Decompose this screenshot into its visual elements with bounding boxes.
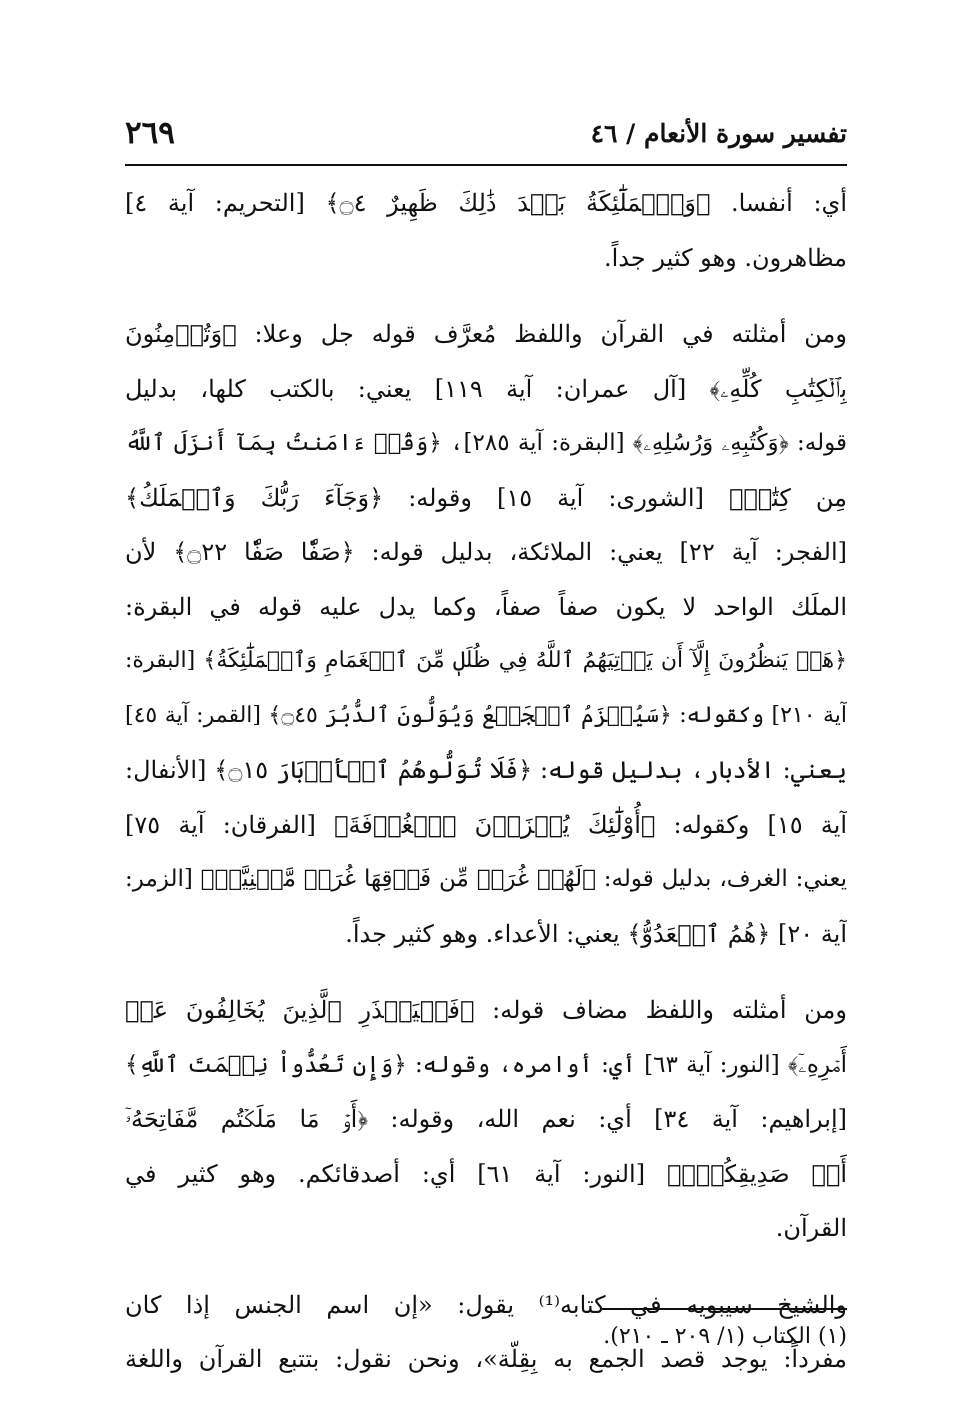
page-number: ٢٦٩ <box>125 115 175 151</box>
text-line: مِن كِتَٰبٖ﴾ [الشورى: آية ١٥] وقوله: ﴿وَجَآءَ رَبُّكَ وَٱلۡمَلَكُ﴾ <box>125 483 847 512</box>
running-title: تفسير سورة الأنعام / ٤٦ <box>590 118 847 148</box>
paragraph <box>125 307 847 961</box>
text-line: القرآن. <box>775 1214 847 1242</box>
footnote-rule <box>602 1308 847 1310</box>
text-line: ومن أمثلته في القرآن واللفظ مُعرَّف قوله جل وعلا: ﴿وَتُؤۡمِنُونَ <box>125 320 847 348</box>
paragraph <box>125 176 847 285</box>
text-line: مظاهرون. وهو كثير جداً. <box>603 243 847 272</box>
text-line: آية ١٥] وكقوله: ﴿أُوْلَٰٓئِكَ يُجۡزَوۡنَ ٱلۡغُرۡفَةَ﴾ [الفرقان: آية ٧٥] <box>125 810 847 839</box>
text-line: أَمۡرِهِۦٓ﴾ [النور: آية ٦٣] أي: أوامره، وقوله: ﴿وَإِن تَعُدُّواْ نِعۡمَتَ ٱللَّهِ﴾ <box>125 1051 847 1078</box>
text-line: الملَك الواحد لا يكون صفاً صفاً، وكما يدل عليه قوله في البقرة: <box>125 592 847 621</box>
footnote: (١) الكتاب (١/ ٢٠٩ ـ ٢١٠). <box>603 1324 847 1349</box>
text-line: [إبراهيم: آية ٣٤] أي: نعم الله، وقوله: ﴿أَوۡ مَا مَلَكۡتُم مَّفَاتِحَهُۥٓ <box>125 1105 847 1133</box>
text-line: أَوۡ صَدِيقِكُمۡۚ﴾ [النور: آية ٦١] أي: أصدقائكم. وهو كثير في <box>125 1159 847 1188</box>
paragraph <box>125 983 847 1256</box>
main-text <box>125 176 847 1387</box>
header-rule <box>125 164 847 166</box>
text-line: أي: أنفسا. ﴿وَٱلۡمَلَٰٓئِكَةُ بَعۡدَ ذَٰلِكَ ظَهِيرٌ ۝٤﴾ [التحريم: آية ٤] <box>125 189 847 217</box>
text-line: يعني: الغرف، بدليل قوله: ﴿لَهُمۡ غُرَفٞ مِّن فَوۡقِهَا غُرَفٞ مَّبۡنِيَّةٞ﴾ [الزمر: <box>125 866 847 892</box>
text-line: والشيخ سيبويه في كتابه⁽¹⁾ يقول: «إن اسم الجنس إذا كان <box>125 1290 847 1319</box>
text-line: آية ٢٠] ﴿هُمُ ٱلۡعَدُوُّ﴾ يعني: الأعداء. وهو كثير جداً. <box>345 919 847 948</box>
text-line: مفرداً: يوجد قصد الجمع به بِقِلّة»، ونحن نقول: بتتبع القرآن واللغة <box>125 1345 847 1373</box>
text-line: بِٱلۡكِتَٰبِ كُلِّهِۦ﴾ [آل عمران: آية ١١٩] يعني: بالكتب كلها، بدليل <box>125 374 847 403</box>
text-line: قوله: ﴿وَكُتُبِهِۦ وَرُسُلِهِۦ﴾ [البقرة: آية ٢٨٥]، ﴿وَقُلۡ ءَامَنتُ بِمَآ أَنزَلَ ٱللَّهُ <box>125 430 847 456</box>
running-header <box>125 108 847 158</box>
text-line: ومن أمثلته واللفظ مضاف قوله: ﴿فَلۡيَحۡذَرِ ٱلَّذِينَ يُخَالِفُونَ عَنۡ <box>125 996 847 1024</box>
text-line: ﴿هَلۡ يَنظُرُونَ إِلَّآ أَن يَأۡتِيَهُمُ ٱللَّهُ فِي ظُلَلٖ مِّنَ ٱلۡغَمَامِ وَٱلۡمَلَٰٓئِكَةُ﴾ [البقرة: <box>125 648 847 673</box>
text-line: يعني: الأدبار، بدليل قوله: ﴿فَلَا تُوَلُّوهُمُ ٱلۡأَدۡبَارَ ۝١٥﴾ [الأنفال: <box>125 756 847 784</box>
text-line: [الفجر: آية ٢٢] يعني: الملائكة، بدليل قوله: ﴿صَفّٗا صَفّٗا ۝٢٢﴾ لأن <box>125 538 847 566</box>
text-line: آية ٢١٠] وكقوله: ﴿سَيُهۡزَمُ ٱلۡجَمۡعُ وَيُوَلُّونَ ٱلدُّبُرَ ۝٤٥﴾ [القمر: آية ٤٥] <box>125 702 847 728</box>
